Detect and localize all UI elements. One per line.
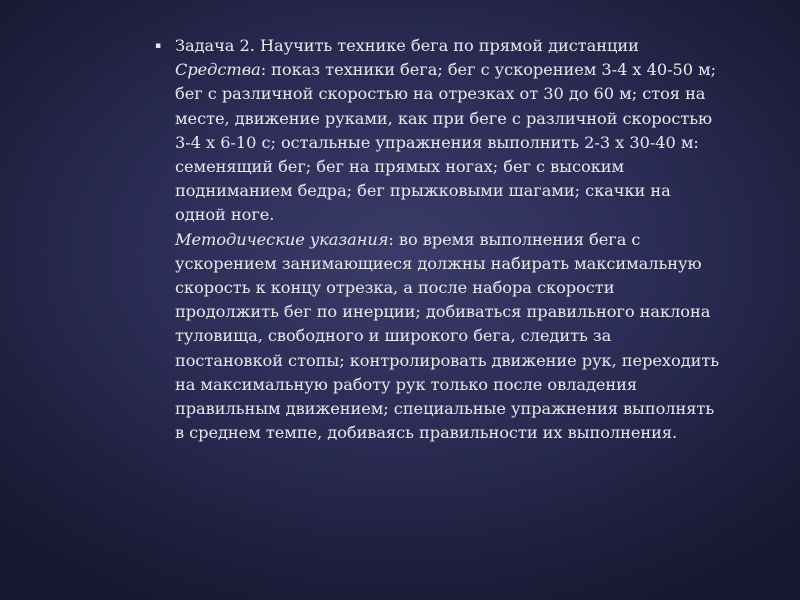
means-label: Средства: [175, 60, 261, 80]
means-text: : показ техники бега; бег с ускорением 3-4 х 40-50 м; бег с различной скоростью на отрезках от 30 до 60 м; стоя на месте, движение руками, как при беге с различной скоростью 3-4 х 6-10 с; остальные упражнения выполнить 2-3 х 30-40 м: семенящий бег; бег на прямых ногах; бег с высоким подниманием бедра; бег прыжковыми шагами; скачки на одной ноге.: [175, 60, 717, 225]
bullet-icon: ▪: [155, 41, 162, 51]
method-text: : во время выполнения бега с ускорением занимающиеся должны набирать максимальную скорость к концу отрезка, а после набора скорости продолжить бег по инерции; добиваться правильного наклона туловища, свободного и широкого бега, следить за постановкой стопы; контролировать движение рук, переходить на максимальную работу рук только после овладения правильным движением; специальные упражнения выполнять в среднем темпе, добиваясь правильности их выполнения.: [175, 229, 720, 443]
method-label: Методические указания: [175, 229, 389, 249]
task-intro: Задача 2. Научить технике бега по прямой дистанции: [175, 36, 639, 55]
slide-body-text: [175, 34, 720, 445]
